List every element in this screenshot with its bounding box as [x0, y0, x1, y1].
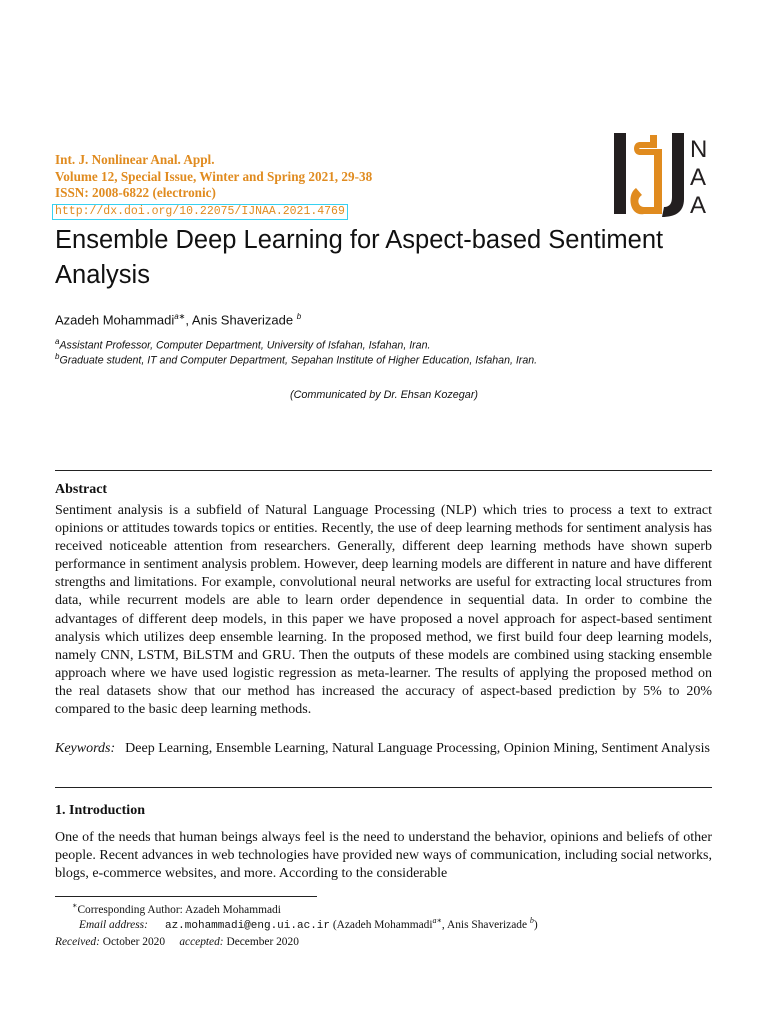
email-tail-a-sup: a∗: [432, 916, 442, 925]
logo-orange-swirl: [627, 135, 662, 214]
journal-header: [55, 152, 372, 220]
logo-letter-a1: A: [690, 164, 707, 191]
abstract-top-rule: [55, 470, 712, 471]
journal-volume: Volume 12, Special Issue, Winter and Spring 2021, 29-38: [55, 168, 373, 184]
logo-letter-n: N: [690, 136, 708, 163]
email-tail-b-sup: b: [529, 916, 534, 925]
keywords-text: Deep Learning, Ensemble Learning, Natural Language Processing, Opinion Mining, Sentiment Analysis: [125, 741, 710, 756]
author-list: [55, 312, 301, 327]
affiliation-b: [55, 352, 537, 367]
doi-link[interactable]: http://dx.doi.org/10.22075/IJNAA.2021.4769: [52, 204, 348, 220]
dates-line: [55, 936, 299, 948]
abstract-text: Sentiment analysis is a subfield of Natural Language Processing (NLP) which tries to process a text to extract opinions or attitudes towards topics or entities. Recently, the use of deep learning methods for sentiment analysis has received noticeable attention from researchers. Generally, different deep learning methods have shown superb performance in sentiment analysis problem. However, deep learning models are different in nature and have different strengths and limitations. For example, convolutional neural networks are useful for extracting local structures from data, while recurrent models are able to learn order dependence in sequential data. In order to combine the advantages of different deep models, in this paper we have proposed a novel approach for aspect-based sentiment analysis which utilizes deep ensemble learning. In the proposed method, we first build four deep learning models, namely CNN, LSTM, BiLSTM and GRU. Then the outputs of these models are combined using stacking ensemble approach where we have used logistic regression as meta-learner. The results of applying the proposed method on the real datasets show that our method has increased the accuracy of aspect-based prediction by 5% to 20% compared to the basic deep learning methods.: [55, 503, 712, 718]
logo-dark-j: [662, 133, 684, 217]
accepted-date: December 2020: [226, 936, 299, 948]
journal-logo: [614, 133, 714, 217]
abstract-heading: Abstract: [55, 482, 108, 497]
footnote-email: [79, 913, 538, 934]
journal-name: Int. J. Nonlinear Anal. Appl.: [55, 152, 215, 167]
affiliation-a: [55, 337, 430, 352]
accepted-label: accepted:: [179, 936, 224, 948]
journal-issn: ISSN: 2008-6822 (electronic): [55, 185, 216, 200]
author-2-sup: b: [296, 312, 302, 321]
logo-left-bar: [614, 133, 626, 214]
author-sep: ,: [185, 312, 192, 328]
email-tail-b: , Anis Shaverizade: [441, 918, 530, 931]
affiliation-b-sup: b: [55, 352, 60, 361]
author-1-sup: a∗: [174, 312, 186, 321]
introduction-heading: 1. Introduction: [55, 803, 145, 818]
logo-letter-a2: A: [690, 192, 707, 217]
email-tail-end: ): [533, 918, 538, 931]
intro-top-rule: [55, 787, 712, 788]
email-address[interactable]: az.mohammadi@eng.ui.ac.ir: [164, 919, 330, 932]
communicated-by: (Communicated by Dr. Ehsan Kozegar): [289, 389, 479, 401]
keywords: [55, 740, 712, 758]
author-2: Anis Shaverizade: [191, 312, 294, 328]
footnote-corresponding-text: Corresponding Author: Azadeh Mohammadi: [77, 903, 281, 916]
email-tail-a: (Azadeh Mohammadi: [330, 918, 433, 931]
footnote-mark: ∗: [72, 901, 78, 910]
paper-title: Ensemble Deep Learning for Aspect-based Sentiment Analysis: [55, 226, 664, 289]
affiliation-b-text: Graduate student, IT and Computer Department, Sepahan Institute of Higher Education, Isfahan, Iran.: [59, 354, 538, 367]
received-label: Received:: [55, 936, 100, 948]
introduction-text: One of the needs that human beings always feel is the need to understand the behavior, opinions and beliefs of other people. Recent advances in web technologies have provided new ways of communication, including social networks, blogs, e-commerce websites, and more. According to the considerable: [55, 830, 712, 882]
author-1: Azadeh Mohammadi: [55, 312, 175, 328]
email-label: Email address:: [79, 918, 148, 931]
received-date: October 2020: [102, 936, 166, 948]
affiliation-a-text: Assistant Professor, Computer Department, University of Isfahan, Isfahan, Iran.: [59, 339, 431, 352]
keywords-label: Keywords:: [55, 741, 116, 756]
footnote-rule: [55, 896, 317, 897]
affiliation-a-sup: a: [55, 337, 60, 346]
